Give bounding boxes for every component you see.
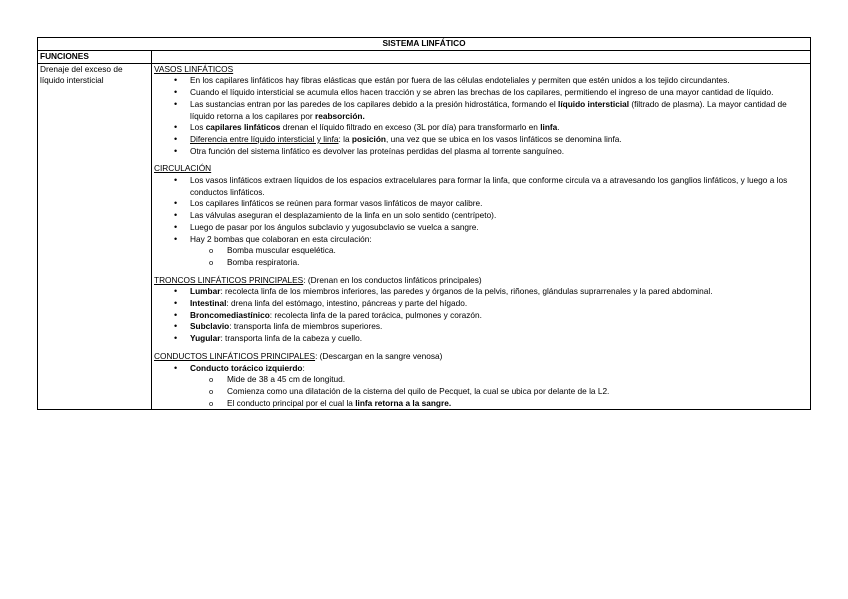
col-header-empty xyxy=(152,51,811,64)
section-circulacion xyxy=(154,163,808,268)
list-item: • Subclavio: transporta linfa de miembros superiores. xyxy=(154,321,808,333)
list-item: • Los vasos linfáticos extraen líquidos de los espacios extracelulares para formar la linfa, que conforme circula va a atravesando los ganglios linfáticos, y luego a los conductos linfáticos. xyxy=(154,175,808,198)
content-cell xyxy=(152,63,811,410)
list-conductos xyxy=(154,363,808,410)
sub-list-item: o Bomba respiratoria. xyxy=(190,257,802,269)
list-item: • Otra función del sistema linfático es devolver las proteínas perdidas del plasma al torrente sanguíneo. xyxy=(154,146,808,158)
list-item: • Los capilares linfáticos se reúnen para formar vasos linfáticos de mayor calibre. xyxy=(154,198,808,210)
col-header-funciones: FUNCIONES xyxy=(38,51,152,64)
sistema-linfatico-table xyxy=(37,37,811,410)
sublist-conducto-toracico xyxy=(190,374,802,409)
sub-list-item: o Mide de 38 a 45 cm de longitud. xyxy=(190,374,802,386)
sub-list-item: o Comienza como una dilatación de la cisterna del quilo de Pecquet, la cual se ubica por delante de la L2. xyxy=(190,386,802,398)
list-item: • Luego de pasar por los ángulos subclavio y yugosubclavio se vuelca a sangre. xyxy=(154,222,808,234)
section-title-conductos: CONDUCTOS LINFÁTICOS PRINCIPALES xyxy=(154,350,316,361)
list-item: • Intestinal: drena linfa del estómago, intestino, páncreas y parte del hígado. xyxy=(154,298,808,310)
list-troncos xyxy=(154,286,808,345)
section-title-circulacion: CIRCULACIÓN xyxy=(154,163,212,174)
list-item: • En los capilares linfáticos hay fibras elásticas que están por fuera de las células endoteliales y permiten que estén unidos a los tejido circundantes. xyxy=(154,75,808,87)
list-item: • Los capilares linfáticos drenan el líquido filtrado en exceso (3L por día) para transformarlo en linfa. xyxy=(154,122,808,134)
list-item: • Diferencia entre líquido intersticial y linfa: la posición, una vez que se ubica en los vasos linfáticos se denomina linfa. xyxy=(154,134,808,146)
list-circulacion xyxy=(154,175,808,269)
list-item: • Conducto torácico izquierdo: o Mide de 38 a 45 cm de longitud. o Comienza como una dilatación de la cisterna del quilo de Pecquet, la cual se ubica por delante de la L2. o El conducto principal por el cual la linfa retorna a la sangre. xyxy=(154,363,808,410)
section-title-vasos: VASOS LINFÁTICOS xyxy=(154,63,234,74)
table-title: SISTEMA LINFÁTICO xyxy=(38,38,811,51)
list-item: • Las válvulas aseguran el desplazamiento de la linfa en un solo sentido (centrípeto). xyxy=(154,210,808,222)
list-item: • Cuando el líquido intersticial se acumula ellos hacen tracción y se abren las brechas de los capilares, permitiendo el ingreso de una mayor cantidad de líquido. xyxy=(154,87,808,99)
section-troncos: TRONCOS LINFÁTICOS PRINCIPALES: (Drenan en los conductos linfáticos principales) • Lumbar: recolecta linfa de los miembros inferiores, las paredes y órganos de la pelvis, riñones, glándulas suprarrenales y la pared abdominal. • Intestinal: drena linfa del estómago, intestino, páncreas y parte del hígado. • Broncomediastínico: recolecta linfa de la pared torácica, pulmones y corazón. • Subclavio: transporta linfa de miembros superiores. • Yugular: transporta linfa de la cabeza y cuello. xyxy=(154,275,808,345)
section-title-troncos: TRONCOS LINFÁTICOS PRINCIPALES xyxy=(154,274,304,285)
list-item: • Lumbar: recolecta linfa de los miembros inferiores, las paredes y órganos de la pelvis, riñones, glándulas suprarrenales y la pared abdominal. xyxy=(154,286,808,298)
section-conductos: CONDUCTOS LINFÁTICOS PRINCIPALES: (Descargan en la sangre venosa) • Conducto torácico izquierdo: o Mide de 38 a 45 cm de longitud. o Comienza como una dilatación de la cisterna del quilo de Pecquet, la cual se ubica por delante de la L2. o El conducto principal por el cual la linfa retorna a la sangre. xyxy=(154,351,808,410)
list-vasos xyxy=(154,75,808,157)
sub-list-item: o Bomba muscular esquelética. xyxy=(190,245,802,257)
sub-list-item: o El conducto principal por el cual la linfa retorna a la sangre. xyxy=(190,398,802,410)
list-item: • Hay 2 bombas que colaboran en esta circulación: o Bomba muscular esquelética. o Bomba respiratoria. xyxy=(154,234,808,269)
list-item: • Las sustancias entran por las paredes de los capilares debido a la presión hidrostática, formando el líquido intersticial (filtrado de plasma). La mayor cantidad de líquido retorna a los capilares por reabsorción. xyxy=(154,99,808,122)
sublist-bombas xyxy=(190,245,802,268)
section-vasos xyxy=(154,64,808,158)
list-item: • Broncomediastínico: recolecta linfa de la pared torácica, pulmones y corazón. xyxy=(154,310,808,322)
row-label: Drenaje del exceso de líquido intersticial xyxy=(38,63,152,410)
list-item: • Yugular: transporta linfa de la cabeza y cuello. xyxy=(154,333,808,345)
